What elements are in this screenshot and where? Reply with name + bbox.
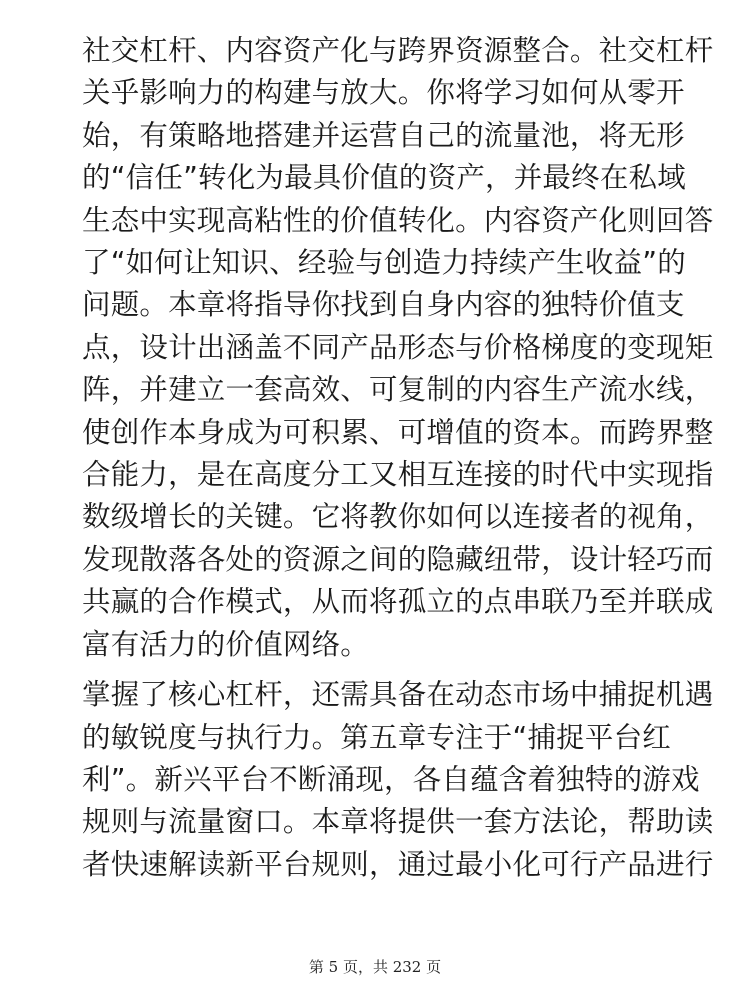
text-line: 的“信任”转化为最具价值的资产，并最终在私域	[82, 161, 686, 195]
text-line: 了“如何让知识、经验与创造力持续产生收益”的	[82, 246, 686, 280]
paragraph-1	[82, 30, 714, 666]
text-line: 问题。本章将指导你找到自身内容的独特价值支	[82, 288, 685, 322]
page-body	[82, 30, 714, 886]
text-line: 始，有策略地搭建并运营自己的流量池，将无形	[82, 118, 685, 152]
text-line: 生态中实现高粘性的价值转化。内容资产化则回答	[82, 203, 714, 237]
text-line: 共赢的合作模式，从而将孤立的点串联乃至并联成	[82, 585, 714, 619]
text-line: 合能力，是在高度分工又相互连接的时代中实现指	[82, 458, 714, 492]
text-line: 规则与流量窗口。本章将提供一套方法论，帮助读	[82, 805, 714, 839]
page-footer	[0, 956, 750, 977]
text-line: 者快速解读新平台规则，通过最小化可行产品进行	[82, 847, 714, 881]
text-line: 使创作本身成为可积累、可增值的资本。而跨界整	[82, 415, 714, 449]
text-line: 掌握了核心杠杆，还需具备在动态市场中捕捉机遇	[82, 678, 714, 712]
text-line: 点，设计出涵盖不同产品形态与价格梯度的变现矩	[82, 330, 714, 364]
text-line: 利”。新兴平台不断涌现，各自蕴含着独特的游戏	[82, 762, 700, 796]
paragraph-spacing	[82, 666, 678, 674]
text-line: 阵，并建立一套高效、可复制的内容生产流水线，	[82, 373, 714, 407]
text-line: 富有活力的价值网络。	[82, 627, 370, 661]
paragraph-2	[82, 674, 714, 886]
text-line: 发现散落各处的资源之间的隐藏纽带，设计轻巧而	[82, 542, 714, 576]
text-line: 社交杠杆、内容资产化与跨界资源整合。社交杠杆	[82, 34, 714, 67]
page-number-label: 第 5 页，共 232 页	[308, 958, 442, 976]
text-line: 的敏锐度与执行力。第五章专注于“捕捉平台红	[82, 720, 671, 754]
text-line: 数级增长的关键。它将教你如何以连接者的视角，	[82, 500, 714, 534]
text-line: 关乎影响力的构建与放大。你将学习如何从零开	[82, 76, 685, 110]
